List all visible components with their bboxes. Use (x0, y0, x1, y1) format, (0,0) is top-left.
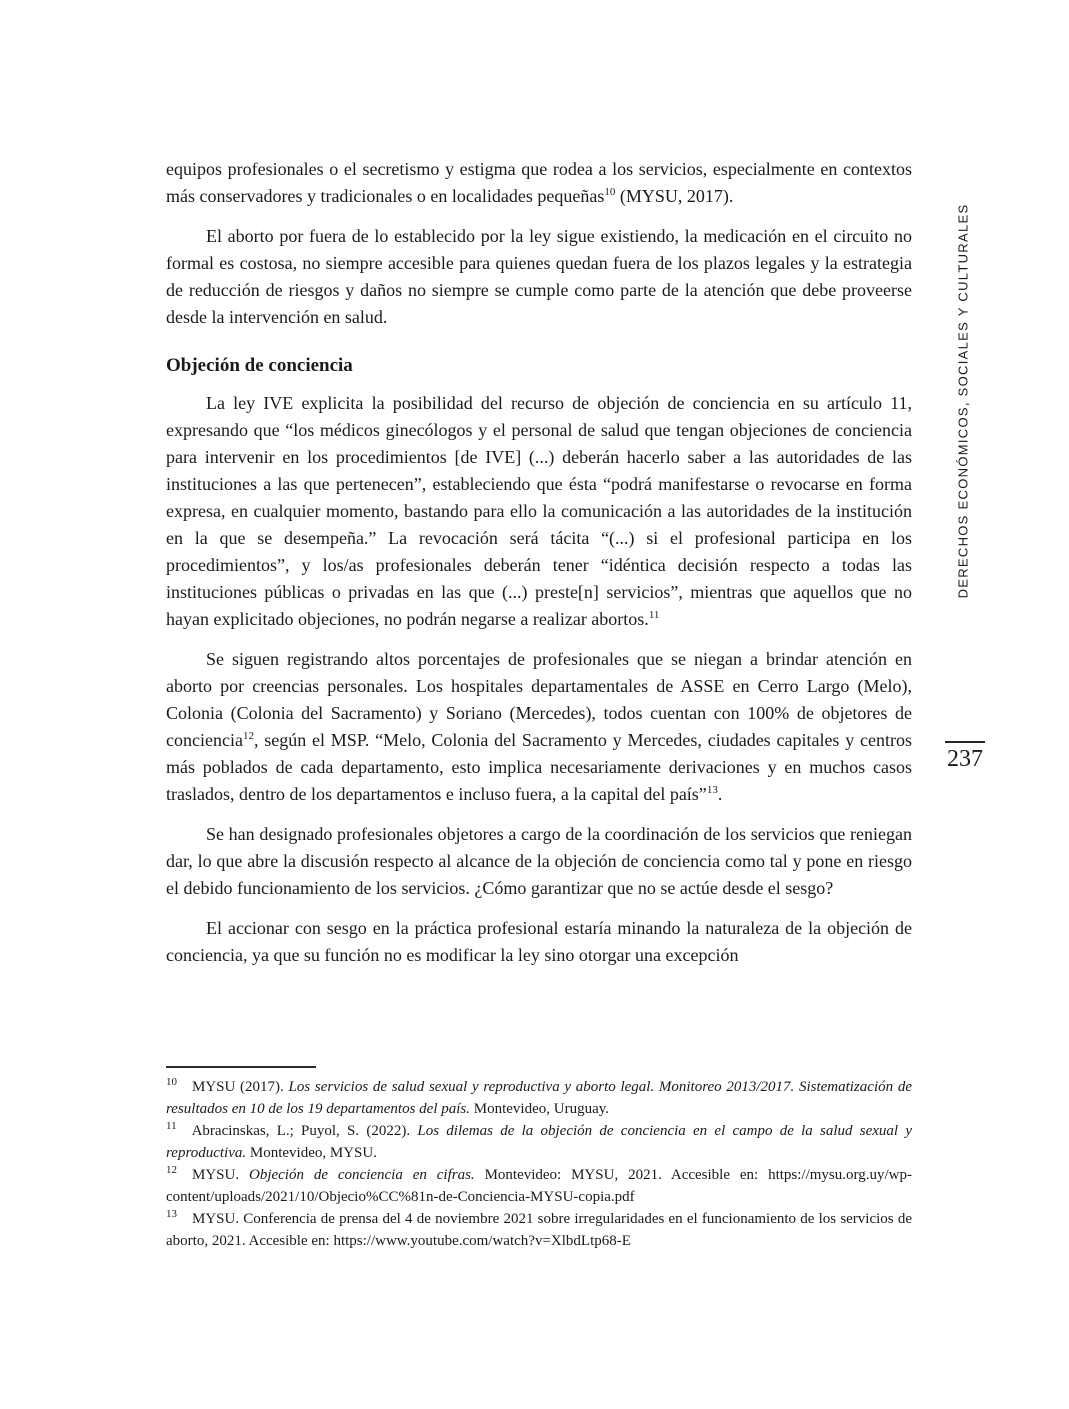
paragraph-accionar-con-sesgo: El accionar con sesgo en la práctica profesional estaría minando la naturaleza de la objeción de conciencia, ya que su función no es modificar la ley sino otorgar una excepción (166, 918, 912, 965)
paragraph-porcentajes-objetores: Se siguen registrando altos porcentajes de profesionales que se niegan a brindar atención en aborto por creencias personales. Los hospitales departamentales de ASSE en Cerro Largo (Melo), Colonia (Colonia del Sacramento) y Soriano (Mercedes), todos cuentan con 100% de objetores de conciencia$^{12}$, según el MSP. “Melo, Colonia del Sacramento y Mercedes, ciudades capitales y centros más poblados de cada departamento, esto implica necesariamente derivaciones y en muchos casos traslados, dentro de los departamentos e incluso fuera, a la capital del país”$^{13}$. (166, 649, 912, 804)
footnote-12-number: 12 (166, 1164, 177, 1176)
main-text-column (166, 156, 912, 982)
paragraph-aborto-fuera-ley: El aborto por fuera de lo establecido por la ley sigue existiendo, la medicación en el circuito no formal es costosa, no siempre accesible para quienes quedan fuera de los plazos legales y la estrategia de reducción de riesgos y daños no siempre se cumple como parte de la atención que debe proveerse desde la intervención en salud. (166, 226, 912, 327)
footnote-10-text: MYSU (2017). Los servicios de salud sexual y reproductiva y aborto legal. Monitoreo 2013/2017. Sistematización de resultados en 10 de los 19 departamentos del país. Montevideo, Uruguay. (166, 1079, 912, 1117)
footnote-12-text: MYSU. Objeción de conciencia en cifras. Montevideo: MYSU, 2021. Accesible en: https://mysu.org.uy/wp-content/uploads/2021/10/Objecio%CC%81n-de-Conciencia-MYSU-copia.pdf (166, 1167, 912, 1205)
section-heading: Objeción de conciencia (166, 355, 353, 376)
footnote-10 (166, 1076, 912, 1120)
footnote-11-text: Abracinskas, L.; Puyol, S. (2022). Los dilemas de la objeción de conciencia en el campo de la salud sexual y reproductiva. Montevideo, MYSU. (166, 1123, 912, 1161)
paragraph-ley-ive: La ley IVE explicita la posibilidad del recurso de objeción de conciencia en su artículo 11, expresando que “los médicos ginecólogos y el personal de salud que tengan objeciones de conciencia para intervenir en los procedimientos [de IVE] (...) deberán hacerlo saber a las autoridades de las instituciones a las que pertenecen”, estableciendo que ésta “podrá manifestarse o revocarse en forma expresa, en cualquier momento, bastando para ello la comunicación a las autoridades de la institución en la que se desempeña.” La revocación será tácita “(...) si el profesional participa en los procedimientos”, y los/as profesionales deberán tener “idéntica decisión respecto a todas las instituciones públicas o privadas en las que (...) preste[n] servicios”, mientras que aquellos que no hayan explicitado objeciones, no podrán negarse a realizar abortos.$^{11}$ (166, 393, 912, 629)
footnote-10-number: 10 (166, 1076, 177, 1088)
footnote-separator-rule (166, 1066, 316, 1068)
footnote-13-number: 13 (166, 1208, 177, 1220)
footnote-11 (166, 1120, 912, 1164)
paragraph-continuation: equipos profesionales o el secretismo y estigma que rodea a los servicios, especialmente en contextos más conservadores y tradicionales o en localidades pequeñas$^{10}$ (MYSU, 2017). (166, 159, 912, 206)
sidebar-vertical-label: DERECHOS ECONÓMICOS, SOCIALES Y CULTURALES (955, 203, 971, 599)
footnote-12 (166, 1164, 912, 1208)
footnote-13 (166, 1208, 912, 1252)
page-number: 237 (945, 741, 985, 773)
paragraph-coordinacion-servicios: Se han designado profesionales objetores a cargo de la coordinación de los servicios que reniegan dar, lo que abre la discusión respecto al alcance de la objeción de conciencia como tal y pone en riesgo el debido funcionamiento de los servicios. ¿Cómo garantizar que no se actúe desde el sesgo? (166, 824, 912, 898)
footnote-13-text: MYSU. Conferencia de prensa del 4 de noviembre 2021 sobre irregularidades en el funcionamiento de los servicios de aborto, 2021. Accesible en: https://www.youtube.com/watch?v=XlbdLtp68-E (166, 1211, 912, 1249)
footnote-11-number: 11 (166, 1120, 177, 1132)
footnotes-section (166, 1066, 912, 1252)
